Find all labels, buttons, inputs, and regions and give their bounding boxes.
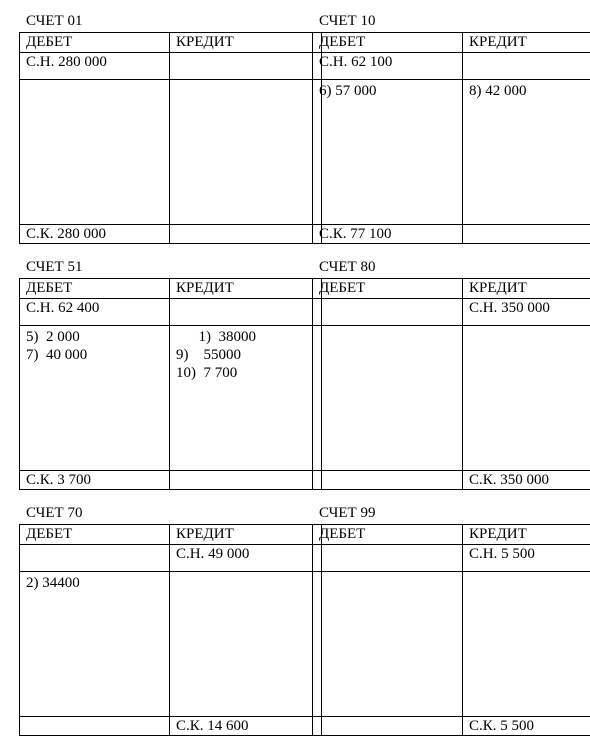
credit-entry: 8) 42 000	[469, 82, 590, 100]
debit-entries	[20, 326, 170, 471]
t-account-table	[19, 278, 322, 490]
debit-header: ДЕБЕТ	[313, 279, 463, 299]
account-70	[19, 524, 299, 736]
debit-header: ДЕБЕТ	[313, 33, 463, 53]
debit-entries	[313, 326, 463, 471]
account-80	[312, 278, 590, 490]
credit-entries	[463, 80, 590, 225]
credit-entries	[170, 572, 322, 717]
t-account-table	[312, 32, 590, 244]
account-title: СЧЕТ 51	[26, 259, 82, 276]
debit-entries	[20, 572, 170, 717]
closing-balance-credit: С.К. 14 600	[170, 717, 322, 736]
debit-entries	[313, 572, 463, 717]
opening-balance-debit: С.Н. 62 400	[20, 299, 170, 326]
credit-entries	[170, 326, 322, 471]
opening-balance-debit: С.Н. 62 100	[313, 53, 463, 80]
opening-balance-credit: С.Н. 350 000	[463, 299, 590, 326]
debit-entries	[313, 80, 463, 225]
account-title: СЧЕТ 01	[26, 13, 82, 30]
credit-entries	[463, 326, 590, 471]
closing-balance-credit: С.К. 5 500	[463, 717, 590, 736]
debit-header: ДЕБЕТ	[20, 279, 170, 299]
credit-entry: 9) 55000	[176, 346, 317, 364]
credit-entries	[463, 572, 590, 717]
closing-balance-credit: С.К. 350 000	[463, 471, 590, 490]
closing-balance-credit	[463, 225, 590, 244]
closing-balance-debit	[313, 717, 463, 736]
t-account-table	[312, 524, 590, 736]
closing-balance-debit: С.К. 280 000	[20, 225, 170, 244]
opening-balance-credit	[170, 53, 322, 80]
closing-balance-debit: С.К. 77 100	[313, 225, 463, 244]
debit-header: ДЕБЕТ	[20, 33, 170, 53]
debit-entry: 5) 2 000	[26, 328, 165, 346]
account-99	[312, 524, 590, 736]
t-account-table	[19, 32, 322, 244]
account-01	[19, 32, 299, 244]
opening-balance-debit	[20, 545, 170, 572]
account-10	[312, 32, 590, 244]
account-51	[19, 278, 299, 490]
credit-entries	[170, 80, 322, 225]
t-account-table	[312, 278, 590, 490]
opening-balance-credit	[463, 53, 590, 80]
closing-balance-credit	[170, 225, 322, 244]
debit-header: ДЕБЕТ	[313, 525, 463, 545]
debit-entry: 7) 40 000	[26, 346, 165, 364]
credit-header: КРЕДИТ	[463, 279, 590, 299]
debit-entry: 6) 57 000	[319, 82, 458, 100]
opening-balance-credit	[170, 299, 322, 326]
opening-balance-credit: С.Н. 49 000	[170, 545, 322, 572]
credit-header: КРЕДИТ	[463, 33, 590, 53]
opening-balance-credit: С.Н. 5 500	[463, 545, 590, 572]
opening-balance-debit: С.Н. 280 000	[20, 53, 170, 80]
debit-header: ДЕБЕТ	[20, 525, 170, 545]
t-account-table	[19, 524, 322, 736]
closing-balance-credit	[170, 471, 322, 490]
debit-entries	[20, 80, 170, 225]
credit-header: КРЕДИТ	[170, 525, 322, 545]
account-title: СЧЕТ 80	[319, 259, 375, 276]
account-title: СЧЕТ 10	[319, 13, 375, 30]
opening-balance-debit	[313, 545, 463, 572]
credit-entry: 10) 7 700	[176, 364, 317, 382]
opening-balance-debit	[313, 299, 463, 326]
closing-balance-debit	[20, 717, 170, 736]
closing-balance-debit	[313, 471, 463, 490]
closing-balance-debit: С.К. 3 700	[20, 471, 170, 490]
credit-header: КРЕДИТ	[463, 525, 590, 545]
debit-entry: 2) 34400	[26, 574, 165, 592]
credit-header: КРЕДИТ	[170, 279, 322, 299]
credit-header: КРЕДИТ	[170, 33, 322, 53]
account-title: СЧЕТ 70	[26, 505, 82, 522]
account-title: СЧЕТ 99	[319, 505, 375, 522]
credit-entry: 1) 38000	[176, 328, 317, 346]
